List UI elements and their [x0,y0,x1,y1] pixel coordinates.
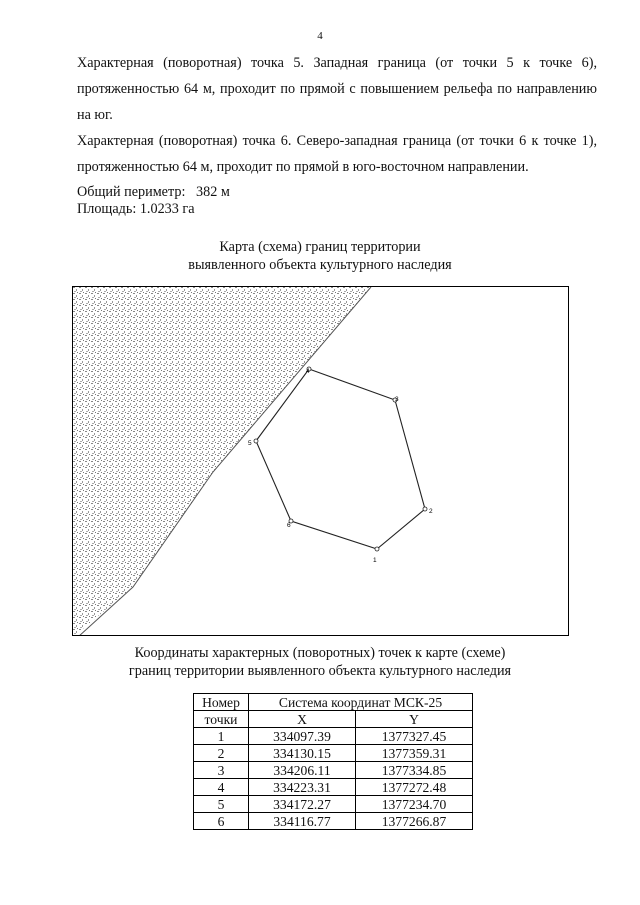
header-point: точки [194,711,249,728]
cell-y: 1377234.70 [356,796,473,813]
map-title [0,238,640,274]
cell-y: 1377334.85 [356,762,473,779]
table-row [194,796,473,813]
paragraph-point-5: Характерная (поворотная) точка 5. Западная граница (от точки 5 к точке 6), протяженностью 64 м, проходит по прямой с повышением рельефа по направлению на юг. [77,55,597,123]
header-system: Система координат МСК-25 [249,694,473,711]
cell-number: 2 [194,745,249,762]
cell-number: 3 [194,762,249,779]
cell-y: 1377266.87 [356,813,473,830]
table-row [194,779,473,796]
boundary-point [254,439,258,443]
map-title-line1: Карта (схема) границ территории [219,239,421,255]
cell-number: 4 [194,779,249,796]
point-label-3: 3 [395,396,399,403]
page-number: 4 [317,30,323,42]
point-label-6: 6 [287,522,291,529]
header-number: Номер [194,694,249,711]
cell-y: 1377272.48 [356,779,473,796]
point-label-1: 1 [373,557,377,564]
boundary-point [423,507,427,511]
coordinates-title-line1: Координаты характерных (поворотных) точек к карте (схеме) [134,645,506,661]
cell-number: 1 [194,728,249,745]
table-row [194,728,473,745]
coordinates-title-line2: границ территории выявленного объекта культурного наследия [128,663,512,679]
cell-y: 1377359.31 [356,745,473,762]
area-label: Площадь: [77,201,137,217]
paragraph-point-6: Характерная (поворотная) точка 6. Северо-западная граница (от точки 6 к точке 1), протяженностью 64 м, проходит по прямой в юго-восточном направлении. [77,133,597,175]
point-label-5: 5 [248,440,252,447]
map-scheme [73,287,569,636]
point-label-2: 2 [429,508,433,515]
point-label-4: 4 [306,368,310,375]
area-value: 1.0233 га [139,201,195,217]
cell-x: 334206.11 [249,762,356,779]
cell-x: 334130.15 [249,745,356,762]
cell-number: 5 [194,796,249,813]
coordinates-table [193,693,473,830]
header-x: X [249,711,356,728]
area-row [77,201,230,218]
perimeter-label: Общий периметр: [77,184,186,200]
map-title-line2: выявленного объекта культурного наследия [188,257,452,273]
territory-boundary [256,369,425,549]
table-header-row [194,694,473,711]
cell-number: 6 [194,813,249,830]
map-frame [72,286,569,636]
cell-x: 334172.27 [249,796,356,813]
table-subheader-row [194,711,473,728]
cell-x: 334223.31 [249,779,356,796]
cell-x: 334116.77 [249,813,356,830]
table-row [194,745,473,762]
table-row [194,813,473,830]
coordinates-title [0,644,640,680]
boundary-points [254,367,427,551]
summary-block [77,184,230,218]
table-row [194,762,473,779]
cell-x: 334097.39 [249,728,356,745]
perimeter-value: 382 м [196,184,230,200]
header-y: Y [356,711,473,728]
perimeter-row [77,184,230,201]
cell-y: 1377327.45 [356,728,473,745]
boundary-point [375,547,379,551]
